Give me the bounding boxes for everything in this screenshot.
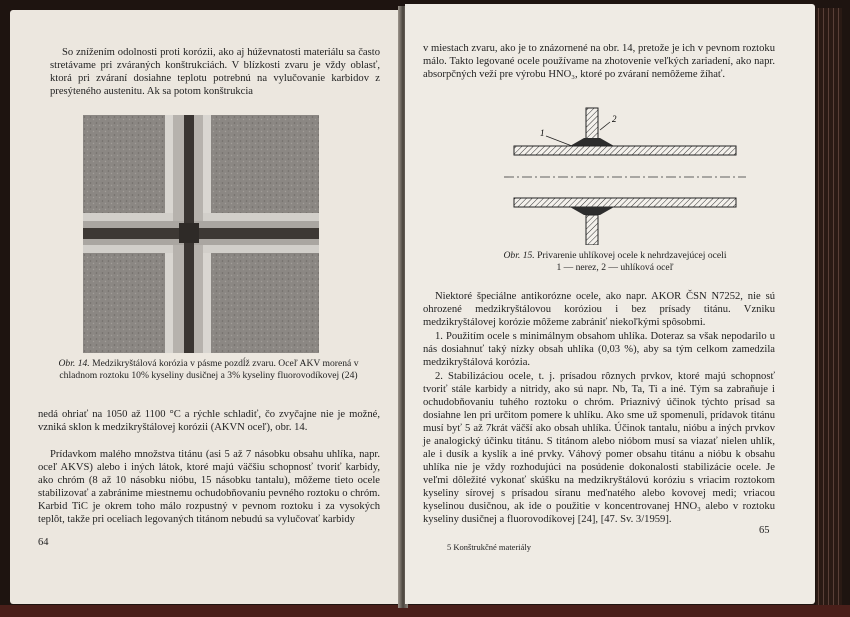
weld-cross-image [83, 115, 319, 353]
left-page [10, 10, 400, 604]
right-paragraph-2: Niektoré špeciálne antikorózne ocele, ako napr. AKOR ČSN N7252, nie sú ohrozené medzikryštálovou koróziou i bez prísady titánu. Vzniku medzikryštálovej korózie môžeme zabrániť niekoľkými spôsobmi. [423, 291, 775, 328]
left-paragraph-2: nedá ohriať na 1050 až 1100 °C a rýchle schladiť, čo zvyčajne nie je možné, vzniká sklon k medzikryštálovej korózii (AKVN oceľ), obr. 14. [38, 409, 380, 433]
figure-14-caption [56, 358, 361, 381]
page-footer: 5 Konštrukčné materiály [447, 542, 532, 552]
page-number-right: 65 [759, 525, 770, 536]
diagram-label-2: 2 [612, 114, 617, 124]
figure-15-text: Privarenie uhlíkovej ocele k nehrdzavejúcej oceli [537, 250, 727, 261]
figure-15-diagram [500, 100, 750, 245]
book-page-edges [816, 8, 842, 608]
figure-15-label: Obr. 15. [503, 250, 535, 261]
right-item-1: 1. Použitím ocele s minimálnym obsahom uhlíka. Doteraz sa však nepodarilo u nás dosiahnuť taký nízky obsah uhlíka (0,03 %), aby sa tým celkom zamedzila medzikryštálová korózia. [423, 331, 775, 368]
right-page [405, 4, 815, 604]
left-paragraph-3: Prídavkom malého množstva titánu (asi 5 až 7 násobku obsahu uhlíka, napr. oceľ AKVS) alebo i iných látok, ktoré majú väčšiu schopnosť tvoriť karbidy, ako chróm (8 až 10 násobku nióbu, 15 násobku tantalu), môžeme tieto ocele stabilizovať a zabránime miestnemu ochudobňovaniu pevného roztoku o chróm. Karbid TiC je okrem toho málo rozpustný v pevnom roztoku i za vysokých teplôt, takže pri oceliach legovaných titánom nebudú sa vylučovať karbidy [38, 449, 380, 525]
right-item-2: 2. Stabilizáciou ocele, t. j. prísadou rôznych prvkov, ktoré majú schopnosť tvoriť stále karbidy a nitridy, ako sú napr. Nb, Ta, Ti a iné. Tým sa zabraňuje i ochudobňovaniu tuhého roztoku o chróm. Priaznivý účinok týchto prísad sa dosiahne len pri určitom pomere k uhlíku. Ako sme už spomenuli, prídavok titánu musí byť 5 až 7krát väčší ako obsah uhlíka. Účinok tantalu, nióbu a iných prvkov je analogický účinku titánu. S titánom alebo nióbom musí sa viazať nielen uhlík, ale i dusík a kyslík a iné prvky. Váhový pomer obsahu titánu a nióbu k obsahu uhlíka nie je vždy rozhodujúci na posúdenie dokonalosti stabilizácie ocele. Je veľmi dôležité vykonať skúšku na medzikryštálovú koróziu s vriacim roztokom kyseliny sírovej s prísadou síranu meďnatého alebo kovovej medi; vriacou kyselinou dusičnou, ak ide o použitie v koncentrovanej HNO₃ alebo v roztoku kyseliny dusičnej a fluorovodíkovej [24], [47. Sv. 3/1959]. [423, 371, 775, 525]
right-paragraph-1: v miestach zvaru, ako je to znázornené na obr. 14, pretože je ich v pevnom roztoku málo. Takto legované ocele používame na zhotovenie veľkých zariadení, ako napr. absorpčných veží pre výrobu HNO₃, ktoré po zváraní nemôžeme žíhať. [423, 43, 775, 80]
figure-15-legend: 1 — nerez, 2 — uhlíková oceľ [556, 261, 674, 273]
figure-15-caption [475, 250, 755, 273]
book-cover-edge [0, 605, 850, 617]
corrosion-photo [83, 115, 319, 353]
diagram-label-1: 1 [540, 128, 545, 138]
figure-14-text: Medzikryštálová korózia v pásme pozdĺž zvaru. Oceľ AKV morená v chladnom roztoku 10% kyseliny dusičnej a 3% kyseliny fluorovodíkovej (24) [59, 358, 359, 381]
figure-14-label: Obr. 14. [58, 358, 90, 369]
left-paragraph-1: So znížením odolnosti proti korózii, ako aj húževnatosti materiálu sa často stretávame pri zváraných konštrukciách. V blízkosti zvaru je vždy oblasť, ktorá pri zváraní dosiahne teplotu potrebnú na vylučovanie karbidov z presýteného austenitu. Ak sa potom konštrukcia [50, 47, 380, 97]
page-number-left: 64 [38, 537, 49, 548]
